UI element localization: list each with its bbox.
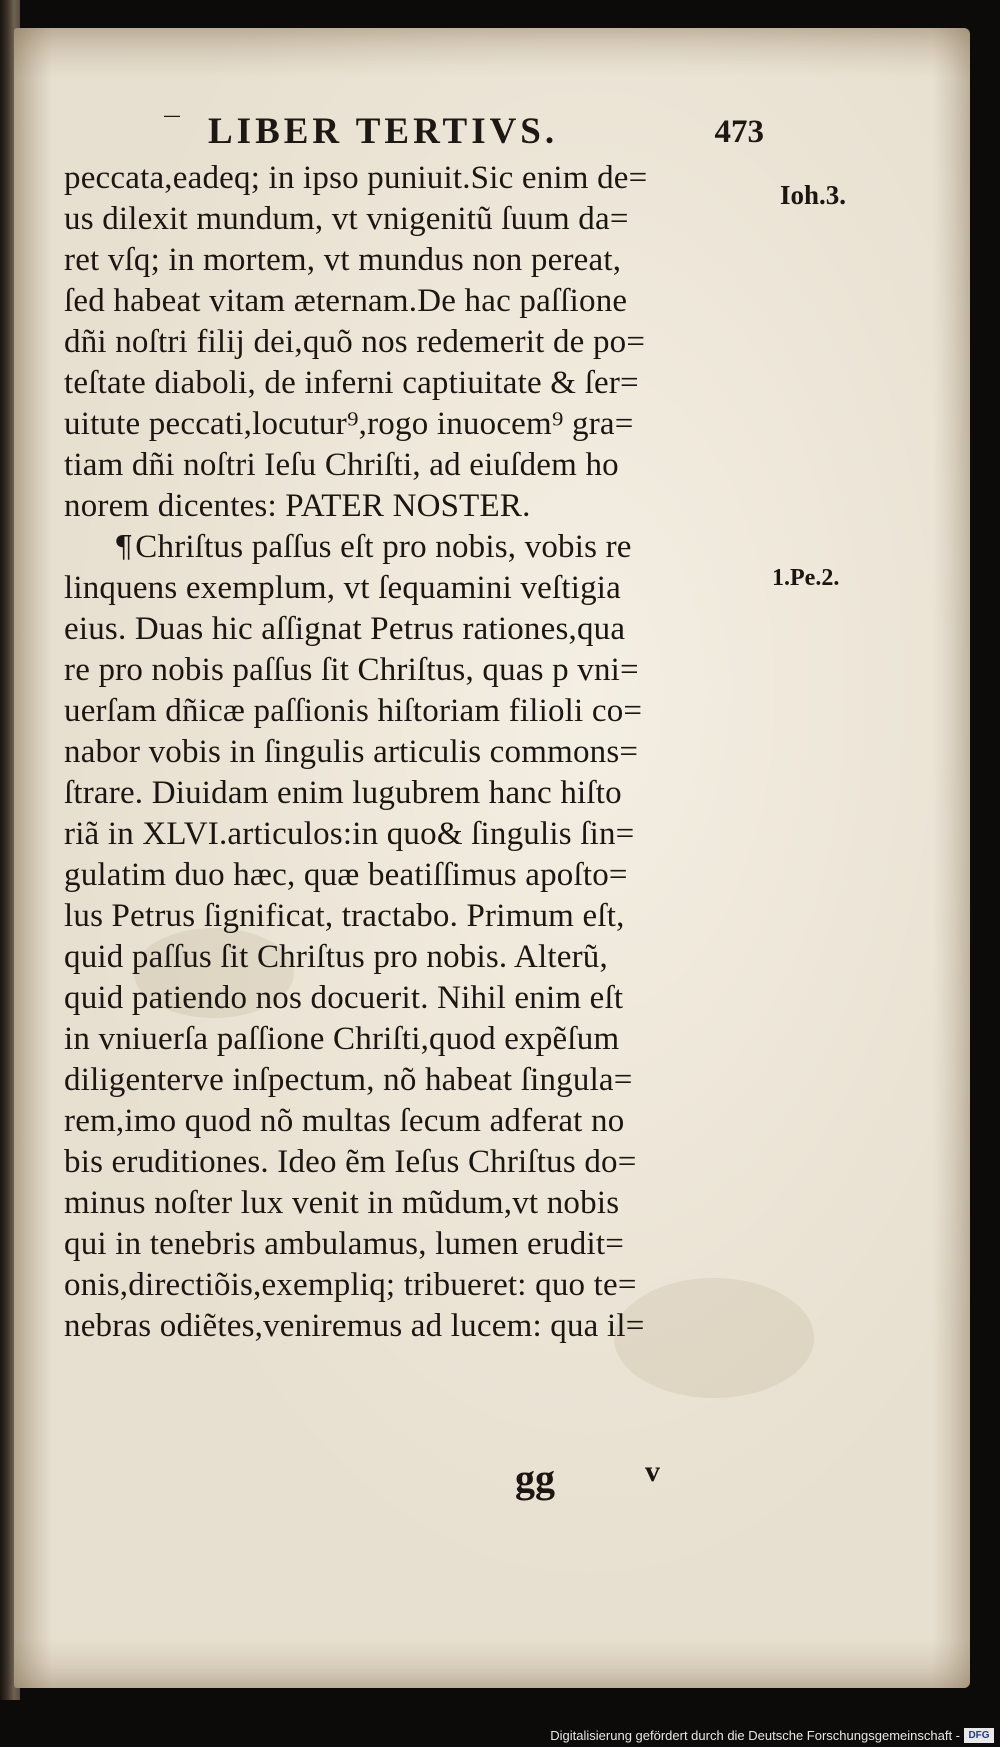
text-line: uitute peccati,locutur⁹,rogo inuocem⁹ gra=: [64, 406, 634, 442]
text-line: dñi noſtri filij dei,quõ nos redemerit de po=: [64, 324, 646, 360]
text-line: Chriſtus paſſus eſt pro nobis, vobis re: [135, 529, 632, 565]
running-head: LIBER TERTIVS.: [208, 111, 559, 152]
text-line: minus noſter lux venit in mũdum,vt nobis: [64, 1185, 620, 1221]
text-line: in vniuerſa paſſione Chriſti,quod expẽſum: [64, 1021, 620, 1057]
catchword: v: [645, 1455, 660, 1488]
text-line: nabor vobis in ſingulis articulis commons=: [64, 734, 639, 770]
text-line: quid paſſus ſit Chriſtus pro nobis. Alterũ,: [64, 939, 608, 975]
pilcrow-icon: ¶: [114, 530, 134, 565]
page-number: 473: [714, 114, 764, 150]
text-line: qui in tenebris ambulamus, lumen erudit=: [64, 1226, 625, 1262]
text-line: ſtrare. Diuidam enim lugubrem hanc hiſto: [64, 775, 622, 811]
page-header: [150, 110, 770, 156]
text-line: eius. Duas hic aſſignat Petrus rationes,qua: [64, 611, 626, 647]
paragraph-start-line: [64, 527, 770, 568]
text-line: linquens exemplum, vt ſequamini veſtigia: [64, 570, 621, 606]
text-line: uerſam dñicæ paſſionis hiſtoriam filioli co=: [64, 693, 643, 729]
text-line: riã in XLVI.articulos:in quo& ſingulis ſin=: [64, 816, 635, 852]
page-footer: [515, 1455, 715, 1505]
text-line: diligenterve inſpectum, nõ habeat ſingula=: [64, 1062, 633, 1098]
text-line: us dilexit mundum, vt vnigenitũ ſuum da=: [64, 201, 629, 237]
margin-note-john: Ioh.3.: [780, 180, 847, 210]
text-line: tiam dñi noſtri Ieſu Chriſti, ad eiuſdem ho: [64, 447, 619, 483]
text-line: norem dicentes: PATER NOSTER.: [64, 488, 531, 524]
text-line: ret vſq; in mortem, vt mundus non pereat,: [64, 242, 622, 278]
funding-credit: Digitalisierung gefördert durch die Deutsche Forschungsgemeinschaft -: [550, 1728, 960, 1743]
text-line: quid patiendo nos docuerit. Nihil enim eſt: [64, 980, 624, 1016]
text-line: gulatim duo hæc, quæ beatiſſimus apoſto=: [64, 857, 628, 893]
text-line: peccata,eadeq; in ipso puniuit.Sic enim de=: [64, 160, 648, 196]
header-mark: ‾: [164, 110, 180, 148]
text-line: nebras odiẽtes,veniremus ad lucem: qua il=: [64, 1308, 645, 1344]
text-line: bis eruditiones. Ideo ẽm Ieſus Chriſtus do=: [64, 1144, 637, 1180]
signature-mark: gg: [515, 1456, 555, 1501]
text-line: teſtate diaboli, de inferni captiuitate & ſer=: [64, 365, 639, 401]
text-line: onis,directiõis,exempliq; tribueret: quo te=: [64, 1267, 637, 1303]
margin-note-peter: 1.Pe.2.: [772, 565, 840, 591]
digitization-footer: [0, 1726, 1000, 1747]
text-block: [64, 158, 770, 1347]
text-line: rem,imo quod nõ multas ſecum adferat no: [64, 1103, 625, 1139]
text-line: ſed habeat vitam æternam.De hac paſſione: [64, 283, 628, 319]
text-line: lus Petrus ſignificat, tractabo. Primum eſt,: [64, 898, 625, 934]
text-line: re pro nobis paſſus ſit Chriſtus, quas p vni=: [64, 652, 639, 688]
dfg-logo: DFG: [964, 1728, 994, 1743]
